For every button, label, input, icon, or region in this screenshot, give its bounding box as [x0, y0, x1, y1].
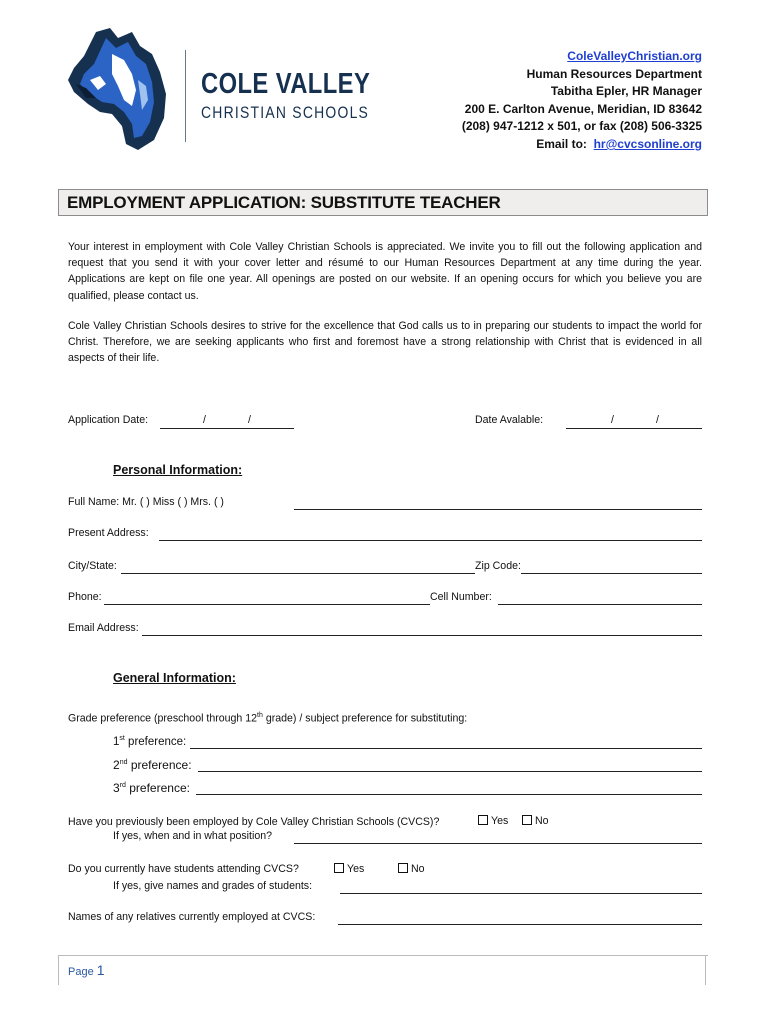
- checkbox-icon[interactable]: [522, 815, 532, 825]
- date-slash: /: [203, 414, 206, 426]
- present-address-field[interactable]: [159, 540, 702, 541]
- preference-1-label: 1st preference:: [113, 735, 187, 748]
- students-attending-no[interactable]: No: [398, 863, 425, 875]
- zip-code-field[interactable]: [521, 573, 702, 574]
- application-date-field[interactable]: [160, 428, 294, 429]
- checkbox-icon[interactable]: [334, 863, 344, 873]
- preference-3-field[interactable]: [196, 794, 702, 795]
- students-attending-yes[interactable]: Yes: [334, 863, 364, 875]
- preference-3-label: 3rd preference:: [113, 781, 190, 795]
- email-address-label: Email Address:: [68, 622, 139, 634]
- date-slash: /: [611, 414, 614, 426]
- city-state-label: City/State:: [68, 560, 117, 572]
- cell-number-label: Cell Number:: [430, 591, 492, 603]
- title-box: [58, 189, 708, 216]
- page-title: EMPLOYMENT APPLICATION: SUBSTITUTE TEACHER: [67, 193, 501, 212]
- zip-code-label: Zip Code:: [475, 560, 521, 572]
- phone-label: Phone:: [68, 591, 102, 603]
- contact-block: [462, 48, 702, 154]
- page-number: Page 1: [68, 962, 105, 978]
- checkbox-icon[interactable]: [478, 815, 488, 825]
- footer-divider: [58, 955, 708, 956]
- date-slash: /: [656, 414, 659, 426]
- previously-employed-yes[interactable]: Yes: [478, 815, 508, 827]
- intro-paragraph-1: Your interest in employment with Cole Valley Christian Schools is appreciated. We invite you to fill out the following application and request that you send it with your cover letter and résumé to our Human Resources Department at any time during the year. Applications are kept on file one year. All openings are posted on our website. If an opening occurs for which you believe you are qualified, please contact us.: [68, 241, 702, 302]
- logo-divider: [185, 50, 186, 142]
- brand-subtitle: CHRISTIAN SCHOOLS: [201, 103, 370, 122]
- full-name-label: Full Name: Mr. ( ) Miss ( ) Mrs. ( ): [68, 496, 224, 508]
- preference-2-label: 2nd preference:: [113, 758, 192, 772]
- manager-text: Tabitha Epler, HR Manager: [550, 84, 702, 99]
- checkbox-icon[interactable]: [398, 863, 408, 873]
- present-address-label: Present Address:: [68, 527, 149, 539]
- students-attending-question: Do you currently have students attending CVCS?: [68, 863, 299, 875]
- when-position-label: If yes, when and in what position?: [113, 830, 273, 842]
- footer-divider: [58, 955, 59, 985]
- personal-info-heading: Personal Information:: [113, 463, 243, 477]
- preference-1-field[interactable]: [190, 748, 702, 749]
- relatives-label: Names of any relatives currently employed at CVCS:: [68, 911, 316, 923]
- date-available-field[interactable]: [566, 428, 702, 429]
- intro-paragraph-2: Cole Valley Christian Schools desires to strive for the excellence that God calls us to in preparing our students to impact the world for Christ. Therefore, we are seeking applicants who first and foremost have a strong relationship with Christ that is evidenced in all aspects of their life.: [68, 320, 702, 365]
- preference-2-field[interactable]: [198, 771, 702, 772]
- when-position-field[interactable]: [294, 843, 702, 844]
- email-address-field[interactable]: [142, 635, 702, 636]
- date-slash: /: [248, 414, 251, 426]
- phone-text: (208) 947-1212 x 501, or fax (208) 506-3325: [461, 119, 702, 134]
- previously-employed-question: Have you previously been employed by Cole Valley Christian Schools (CVCS)?: [68, 816, 440, 828]
- previously-employed-no[interactable]: No: [522, 815, 549, 827]
- brand-name: COLE VALLEY: [201, 68, 371, 100]
- city-state-field[interactable]: [121, 573, 475, 574]
- horse-logo-icon: [66, 28, 170, 152]
- phone-field[interactable]: [104, 604, 430, 605]
- names-grades-field[interactable]: [340, 893, 702, 894]
- relatives-field[interactable]: [338, 924, 702, 925]
- email-label: Email to:: [536, 136, 587, 151]
- footer-divider: [705, 955, 706, 985]
- full-name-field[interactable]: [294, 509, 702, 510]
- application-date-label: Application Date:: [68, 414, 149, 426]
- names-grades-label: If yes, give names and grades of students:: [113, 880, 313, 892]
- website-link[interactable]: ColeValleyChristian.org: [567, 49, 702, 63]
- address-text: 200 E. Carlton Avenue, Meridian, ID 83642: [464, 101, 702, 116]
- department-text: Human Resources Department: [526, 66, 702, 81]
- grade-preference-label: Grade preference (preschool through 12th grade) / subject preference for substituting:: [68, 712, 468, 725]
- date-available-label: Date Avalable:: [475, 414, 544, 426]
- cell-number-field[interactable]: [498, 604, 702, 605]
- email-link[interactable]: hr@cvcsonline.org: [593, 136, 702, 151]
- general-info-heading: General Information:: [113, 671, 236, 685]
